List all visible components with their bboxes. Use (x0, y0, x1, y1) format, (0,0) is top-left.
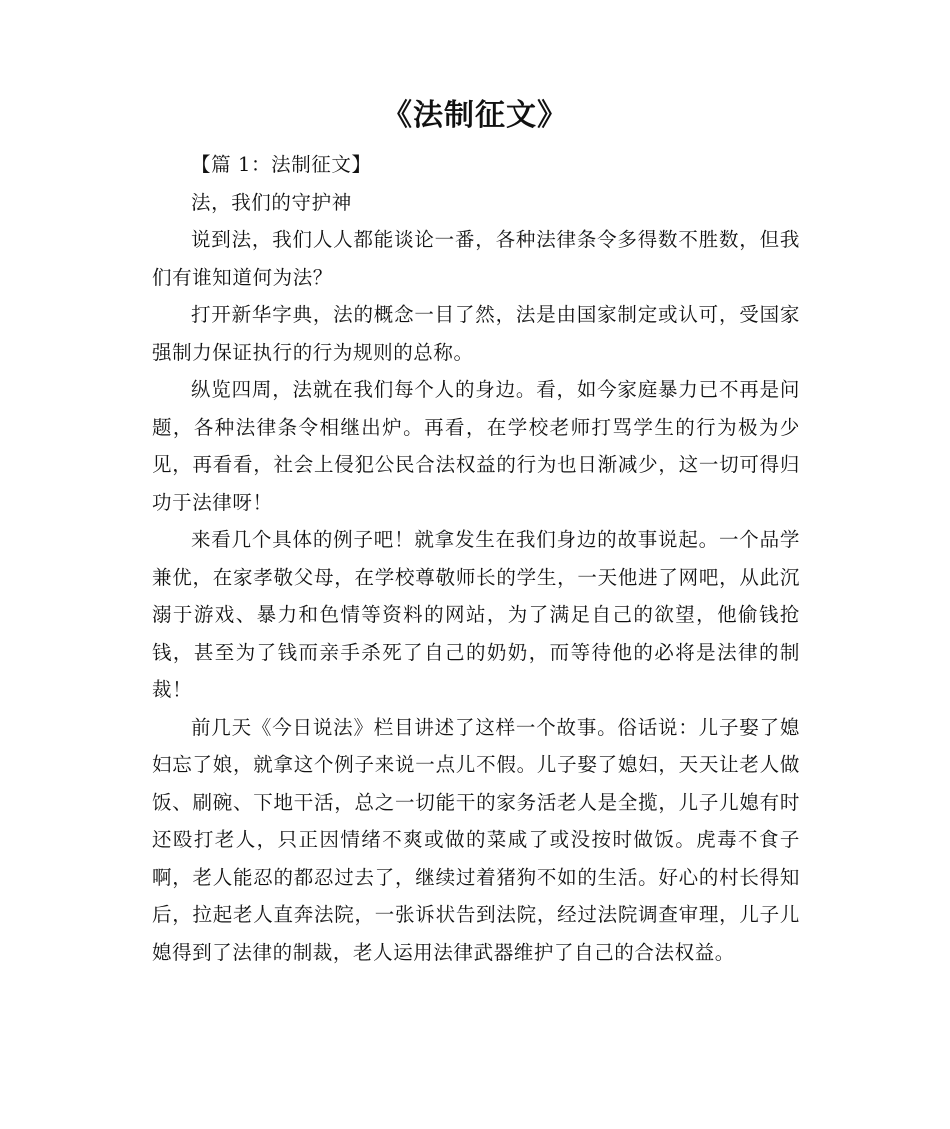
document-title: 《法制征文》 (382, 98, 568, 133)
paragraph: 纵览四周，法就在我们每个人的身边。看，如今家庭暴力已不再是问题，各种法律条令相继出炉。再看，在学校老师打骂学生的行为极为少见，再看看，社会上侵犯公民合法权益的行为也日渐减少，这一切可得归功于法律呀！ (152, 378, 800, 514)
paragraph: 来看几个具体的例子吧！就拿发生在我们身边的故事说起。一个品学兼优，在家孝敬父母，在学校尊敬师长的学生，一天他进了网吧，从此沉溺于游戏、暴力和色情等资料的网站，为了满足自己的欲望，他偷钱抢钱，甚至为了钱而亲手杀死了自己的奶奶，而等待他的必将是法律的制裁！ (152, 528, 800, 701)
paragraph: 前几天《今日说法》栏目讲述了这样一个故事。俗话说：儿子娶了媳妇忘了娘，就拿这个例子来说一点儿不假。儿子娶了媳妇，天天让老人做饭、刷碗、下地干活，总之一切能干的家务活老人是全揽，儿子儿媳有时还殴打老人，只正因情绪不爽或做的菜咸了或没按时做饭。虎毒不食子啊，老人能忍的都忍过去了，继续过着猪狗不如的生活。好心的村长得知后，拉起老人直奔法院，一张诉状告到法院，经过法院调查审理，儿子儿媳得到了法律的制裁，老人运用法律武器维护了自己的合法权益。 (152, 715, 800, 964)
paragraph: 打开新华字典，法的概念一目了然，法是由国家制定或认可，受国家强制力保证执行的行为规则的总称。 (152, 303, 800, 364)
document-body (152, 146, 800, 971)
paragraph: 说到法，我们人人都能谈论一番，各种法律条令多得数不胜数，但我们有谁知道何为法？ (152, 228, 800, 289)
section-heading: 【篇 1：法制征文】 (191, 153, 372, 176)
essay-title: 法，我们的守护神 (191, 190, 352, 214)
